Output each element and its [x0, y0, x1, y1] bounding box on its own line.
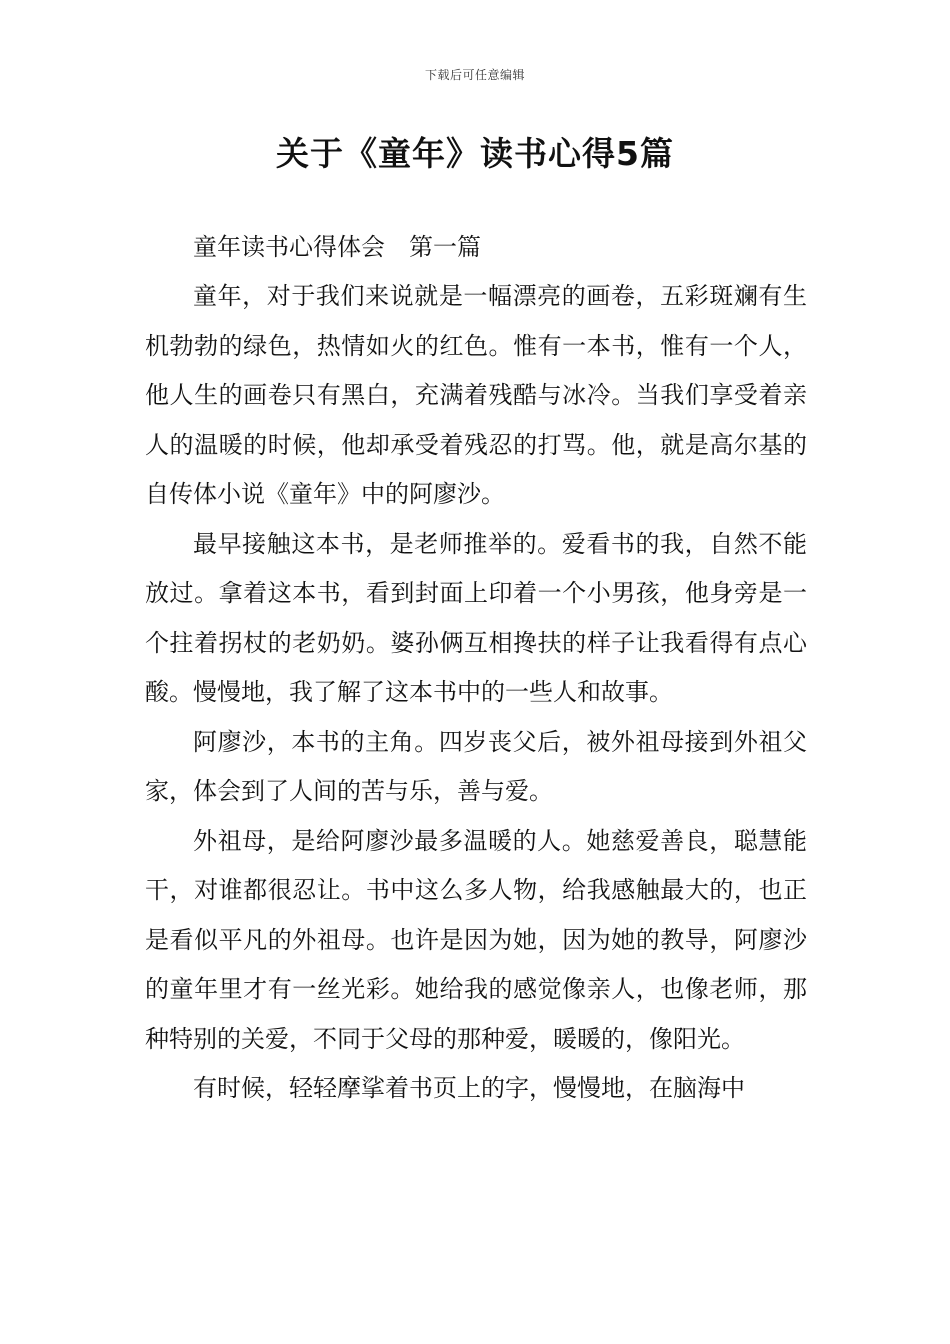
paragraph-3: 阿廖沙，本书的主角。四岁丧父后，被外祖母接到外祖父家，体会到了人间的苦与乐，善与爱。 [145, 727, 807, 805]
document-body [145, 222, 807, 1114]
paragraph-4: 外祖母，是给阿廖沙最多温暖的人。她慈爱善良，聪慧能干，对谁都很忍让。书中这么多人物，给我感触最大的，也正是看似平凡的外祖母。也许是因为她，因为她的教导，阿廖沙的童年里才有一丝光彩。她给我的感觉像亲人，也像老师，那种特别的关爱，不同于父母的那种爱，暖暖的，像阳光。 [145, 826, 807, 1053]
document-title: 关于《童年》读书心得5篇 [276, 134, 674, 173]
paragraph-1: 童年，对于我们来说就是一幅漂亮的画卷，五彩斑斓有生机勃勃的绿色，热情如火的红色。惟有一本书，惟有一个人，他人生的画卷只有黑白，充满着残酷与冰冷。当我们享受着亲人的温暖的时候，他却承受着残忍的打骂。他，就是高尔基的自传体小说《童年》中的阿廖沙。 [145, 282, 807, 508]
header-note: 下载后可任意编辑 [424, 68, 525, 82]
paragraph-5: 有时候，轻轻摩挲着书页上的字，慢慢地，在脑海中 [193, 1074, 745, 1102]
paragraph-2: 最早接触这本书，是老师推举的。爱看书的我，自然不能放过。拿着这本书，看到封面上印着一个小男孩，他身旁是一个拄着拐杖的老奶奶。婆孙俩互相搀扶的样子让我看得有点心酸。慢慢地，我了解了这本书中的一些人和故事。 [145, 529, 807, 706]
section-heading: 童年读书心得体会 第一篇 [193, 233, 481, 261]
